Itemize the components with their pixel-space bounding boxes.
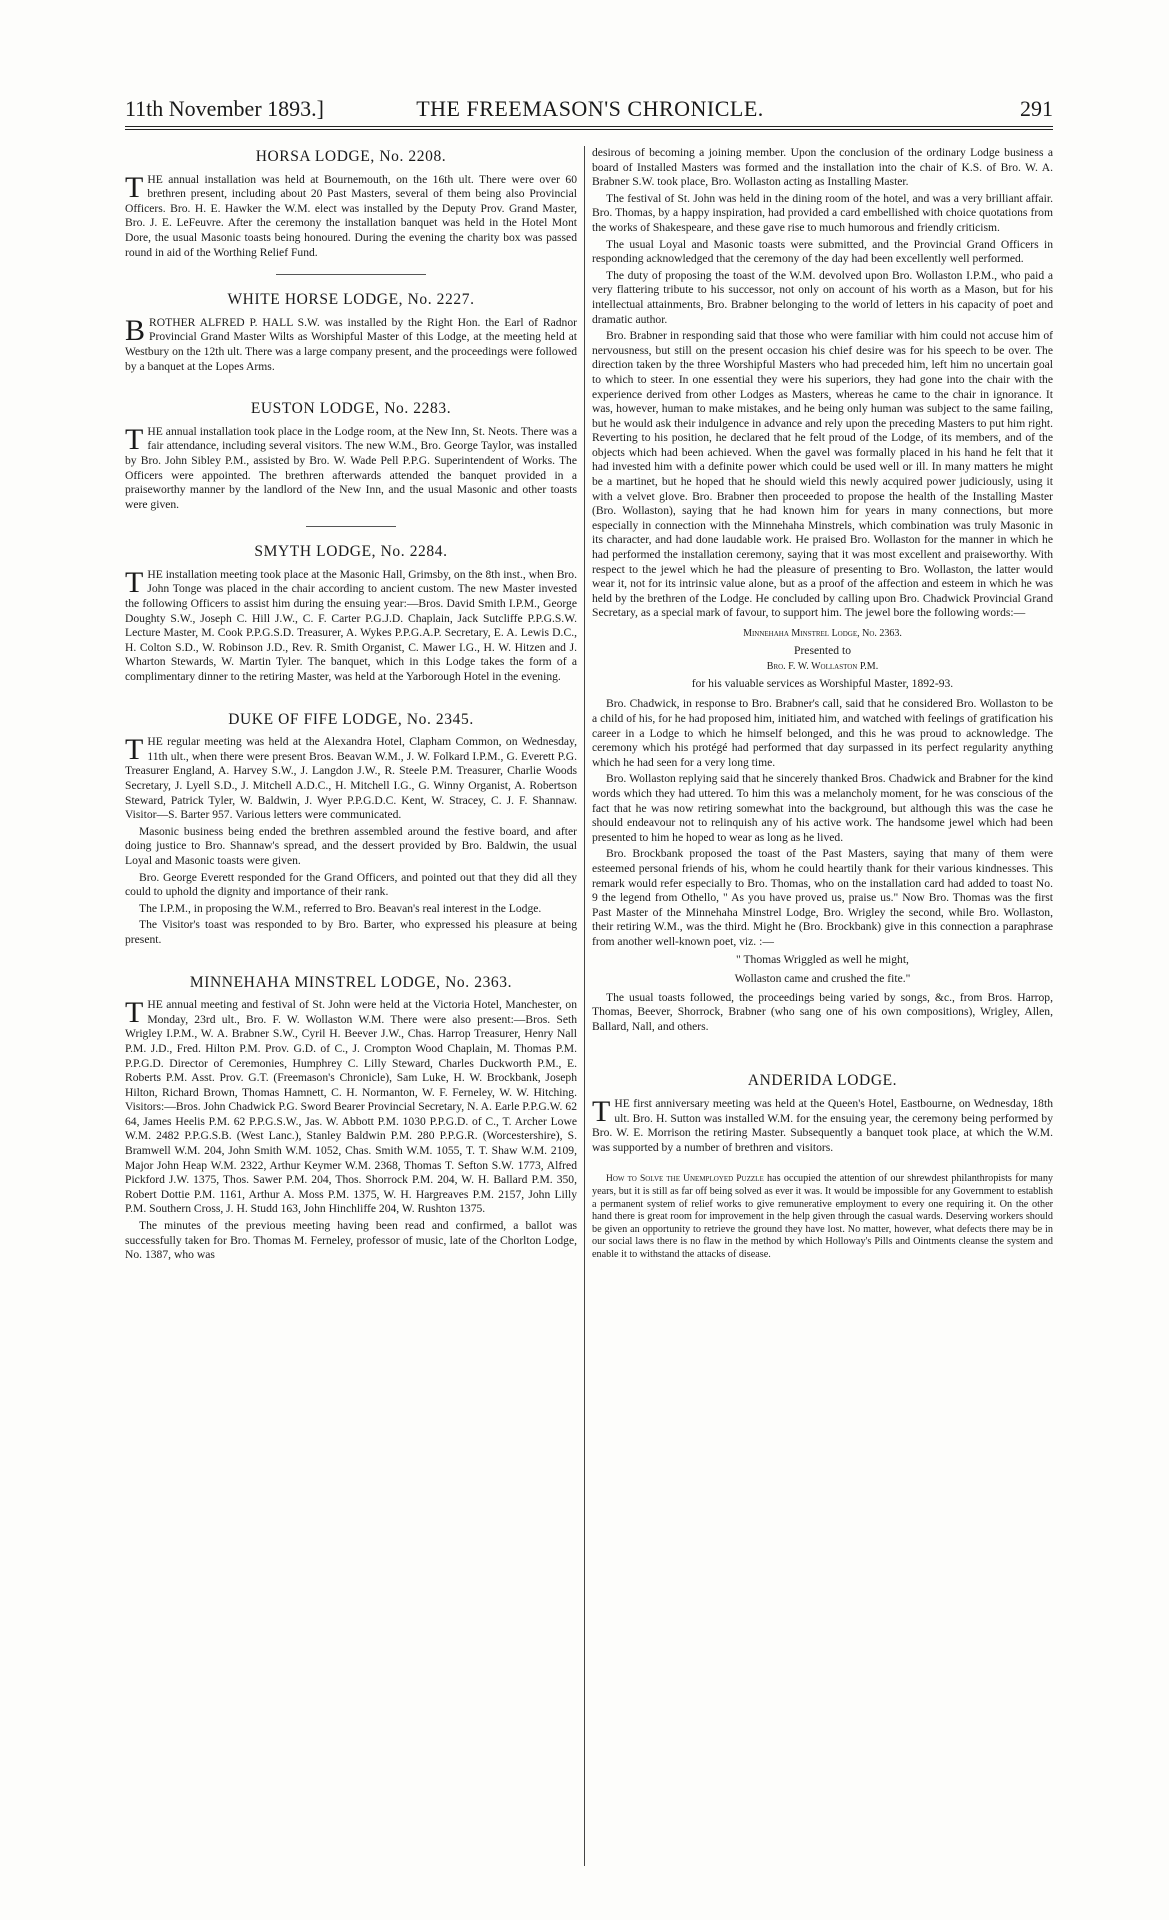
minnehaha-continued-6: Bro. Chadwick, in response to Bro. Brabner's call, said that he considered Bro. Wollaston to be a child of his, for he had proposed him, initiated him, and watched with feelings of gratification his career in a Lodge to which he himself belonged, and this he was proud to acknowledge. The ceremony which his protégé had performed that day surpassed in its perfect regularity anything which he had seen for a very long time.	[592, 697, 1053, 769]
duke-of-fife-text-2: Masonic business being ended the brethren assembled around the festive board, and after doing justice to Bro. Shannaw's spread, and the dessert provided by Bro. Baldwin, the usual Loyal and Masonic toasts were given.	[125, 824, 577, 867]
drop-cap: B	[125, 313, 146, 347]
header-rule-double	[125, 129, 1053, 130]
notice-body: has occupied the attention of our shrewdest philanthropists for many years, but it is still as far off being solved as ever it was. It would be impossible for any Government to establish a permanent system of relief works to give remunerative employment to every one requiring it. On the other hand there is great room for improvement in the help given through the casual wards. Deserving workers should be given an opportunity to retrieve the ground they have lost. No matter, however, what defects there may be in our social laws there is no flaw in the method by which Holloway's Pills and Ointments cleanse the system and enable it to withstand the attacks of disease.	[592, 1173, 1053, 1260]
spacer	[592, 1036, 1053, 1070]
white-horse-lodge-text: BROTHER ALFRED P. HALL S.W. was installed by the Right Hon. the Earl of Radnor Provincial Grand Master Wilts as Worshipful Master of this Lodge, at the meeting held at Westbury on the 12th ult. There was a large company present, and the proceedings were followed by a banquet at the Lopes Arms.	[125, 313, 577, 373]
minnehaha-text-2: The minutes of the previous meeting having been read and confirmed, a ballot was successfully taken for Bro. Thomas M. Ferneley, professor of music, late of the Chorlton Lodge, No. 1387, who was	[125, 1219, 577, 1262]
page-number: 291	[1020, 96, 1053, 121]
drop-cap: T	[125, 996, 144, 1030]
minnehaha-text-1: THE annual meeting and festival of St. John were held at the Victoria Hotel, Manchester, on Monday, 23rd ult., Bro. F. W. Wollaston W.M. There were also present:—Bros. Seth Wrigley I.P.M., W. A. Brabner S.W., Cyril H. Beever J.W., Chas. Harrop Treasurer, Henry Nall P.M. J.D., Fred. Hilton P.M. Prov. G.D. of C., J. Crompton Wood Chaplain, M. Thomas P.M. P.P.G.D. Director of Ceremonies, Humphrey C. Lilly Steward, Charles Duckworth P.M., E. Roberts P.M. Asst. Prov. G.T. (Freemason's Chronicle), Sam Luke, H. W. Brockbank, Joseph Hilton, Richard Brown, Thomas Hamnett, C. H. Normanton, W. F. Ferneley, W. W. Hitching. Visitors:—Bros. John Chadwick P.G. Sword Bearer Provincial Secretary, N. A. Earle P.P.G.W. 62 64, James Heelis P.M. 62 P.P.G.S.W., Jas. W. Abbott P.M. 1030 P.P.G.D. of C., T. Archer Lowe W.M. 2482 P.P.G.S.B. (West Lanc.), Stanley Baldwin P.M. 280 P.P.G.R. (Worcestershire), S. Bramwell W.M. 204, John Smith W.M. 1052, Chas. Smith W.M. 1055, T. T. Shaw W.M. 2109, Major John Heap W.M. 2322, Arthur Keymer W.M. 2368, Thomas T. Sefton S.W. 1773, Alfred Pickford J.W. 1375, Thos. Sawer P.M. 204, Thos. Shorrock P.M. 204, W. H. Ballard P.M. 350, Robert Dottie P.M. 1161, Arthur A. Moss P.M. 1375, W. H. Hargreaves P.M. 2157, John Lilly P.M. Southern Cross, J. H. Studd 163, John Hinchliffe 204, W. Rushton 1375.	[125, 996, 577, 1216]
drop-cap: T	[125, 565, 144, 599]
euston-lodge-text: THE annual installation took place in the Lodge room, at the New Inn, St. Neots. There was a fair attendance, including several visitors. The new W.M., Bro. George Taylor, was installed by Bro. John Sibley P.M., assisted by Bro. W. Wade Pell P.P.G. Superintendent of Works. The Officers were appointed. The brethren afterwards attended the banquet provided in a praiseworthy manner by the landlord of the New Inn, and the usual Masonic and other toasts were given.	[125, 422, 577, 511]
minnehaha-continued-7: Bro. Wollaston replying said that he sincerely thanked Bros. Chadwick and Brabner for the kind words which they had uttered. To him this was a melancholy moment, for he was conscious of the fact that he was now retiring somewhat into the background, but although this was the case he should endeavour not to relinquish any of his active work. The handsome jewel which had been presented to him he hoped to wear as long as he lived.	[592, 772, 1053, 844]
minnehaha-continued-5: Bro. Brabner in responding said that those who were familiar with him could not accuse him of nervousness, but still on the present occasion his chief desire was for his speech to be over. The direction taken by the three Worshipful Masters who had preceded him, left him no uncertain goal to which to steer. In one essential they were his superiors, they had gone into the chair with the experience derived from other Lodges as Masters, whereas he came to the chair in ignorance. It was, however, human to make mistakes, and he being only human was subject to the same failing, but he would ask their indulgence in advance and rely upon the preceding Masters to put him right. Reverting to his position, he declared that he felt proud of the Lodge, of its members, and of the objects which had been achieved. When the gavel was formally placed in his hand he felt that it had invested him with a definite power which could be used well or ill. In many matters he might be a martinet, but he hoped that he should wield this newly acquired power judiciously, using it with a velvet glove. Bro. Brabner then proceeded to propose the health of the Installing Master (Bro. Wollaston), saying that he had known him for years in many connections, but more especially in connection with the Minnehaha Minstrels, which combination was truly Masonic in its character, and had done laudable work. He praised Bro. Wollaston for the manner in which he had performed the installation ceremony, saying that it was most excellent and praiseworthy. With respect to the jewel which he had the pleasure of presenting to Bro. Wollaston, the latter would wear it, not for its intrinsic value alone, but as a proof of the affection and esteem in which he was held by the brethren of the Lodge. He concluded by calling upon Bro. Chadwick Provincial Grand Secretary, as a special mark of favour, to support him. The jewel bore the following words:—	[592, 329, 1053, 620]
section-divider	[276, 274, 426, 275]
white-horse-lodge-heading: WHITE HORSE LODGE, No. 2227.	[227, 291, 475, 309]
spacer	[125, 950, 577, 972]
inscription-recipient: Bro. F. W. Wollaston P.M.	[766, 661, 879, 673]
inscription-lodge: Minnehaha Minstrel Lodge, No. 2363.	[743, 628, 902, 639]
minnehaha-continued-9: The usual toasts followed, the proceedings being varied by songs, &c., from Bros. Harrop, Thomas, Beever, Shorrock, Brabner (who sang one of his own compositions), Wrigley, Allen, Ballard, Nall, and others.	[592, 990, 1053, 1033]
right-column	[592, 146, 1053, 1866]
smyth-lodge-text: THE installation meeting took place at the Masonic Hall, Grimsby, on the 8th inst., when Bro. John Tonge was placed in the chair according to ancient custom. The new Master invested the following Officers to assist him during the ensuing year:—Bros. David Smith I.P.M., George Doughty S.W., Joseph C. Hill J.W., C. F. Carter P.G.J.D. Chaplain, Jack Sutcliffe P.P.G.S.W. Lecture Master, M. Cook P.P.G.S.D. Treasurer, A. Wykes P.P.G.A.P. Secretary, E. A. Lewis D.C., H. Colton S.D., W. Robinson J.D., Rev. R. Smith Organist, C. Mawer I.G., H. W. Hitzen and J. Wharton Stewards, W. Martin Tyler. The banquet, which in this Lodge takes the form of a complimentary dinner to the retiring Master, was held at the Yarborough Hotel in the evening.	[125, 565, 577, 684]
minnehaha-continued-1: desirous of becoming a joining member. Upon the conclusion of the ordinary Lodge business a board of Installed Masters was formed and the installation into the chair of K.S. of Bro. W. A. Brabner S.W. took place, Bro. Wollaston acting as Installing Master.	[592, 146, 1053, 189]
section-divider	[306, 526, 396, 527]
duke-of-fife-text-1: THE regular meeting was held at the Alexandra Hotel, Clapham Common, on Wednesday, 11th ult., when there were present Bros. Beavan W.M., J. W. Folkard I.P.M., G. Everett P.G. Treasurer England, A. Harvey S.W., J. Langdon J.W., R. Steele P.M. Treasurer, Charlie Woods Secretary, J. Lyell S.D., J. Mitchell A.D.C., H. Mitchell I.G., G. Winny Organist, A. Robertson Steward, Patrick Tyler, W. Baldwin, J. Wyer P.P.G.D.C. Kent, W. Stracey, C. J. F. Shannaw. Visitor—S. Barter 957. Various letters were communicated.	[125, 733, 577, 822]
masthead	[125, 96, 1053, 126]
euston-lodge-heading: EUSTON LODGE, No. 2283.	[250, 400, 452, 418]
column-divider	[584, 146, 585, 1866]
minnehaha-continued-2: The festival of St. John was held in the dining room of the hotel, and was a very brilliant affair. Bro. Thomas, by a happy inspiration, had provided a card embellished with choice quotations from the works of Shakespeare, and these gave rise to much humorous and friendly criticism.	[592, 191, 1053, 234]
spacer	[125, 687, 577, 709]
duke-of-fife-lodge-heading: DUKE OF FIFE LODGE, No. 2345.	[228, 710, 474, 728]
duke-of-fife-text-5: The Visitor's toast was responded to by Bro. Barter, who expressed his pleasure at being present.	[125, 918, 577, 946]
duke-of-fife-text-4: The I.P.M., in proposing the W.M., referred to Bro. Beavan's real interest in the Lodge.	[139, 901, 542, 915]
issue-date: 11th November 1893.]	[125, 96, 324, 121]
anderida-lodge-text: THE first anniversary meeting was held at the Queen's Hotel, Eastbourne, on Wednesday, 18th ult. Bro. H. Sutton was installed W.M. for the ensuing year, the ceremony being performed by Bro. W. E. Morrison the retiring Master. Subsequently a banquet took place, at which the W.M. was supported by a number of brethren and visitors.	[592, 1095, 1053, 1154]
minnehaha-continued-3: The usual Loyal and Masonic toasts were submitted, and the Provincial Grand Officers in responding acknowledged that the ceremony of the day had been excellently well performed.	[592, 237, 1053, 266]
minnehaha-lodge-heading: MINNEHAHA MINSTREL LODGE, No. 2363.	[189, 973, 513, 991]
jewel-inscription	[592, 627, 1053, 691]
smyth-lodge-heading: SMYTH LODGE, No. 2284.	[254, 543, 448, 561]
drop-cap: T	[125, 170, 144, 204]
horsa-lodge-heading: HORSA LODGE, No. 2208.	[255, 148, 447, 165]
minnehaha-continued-4: The duty of proposing the toast of the W.M. devolved upon Bro. Wollaston I.P.M., who paid a very flattering tribute to his successor, not only on account of his worth as a Mason, but for his intellectual attainments, Bro. Brabner belonging to the world of letters in his capacity of poet and dramatic author.	[592, 268, 1053, 326]
drop-cap: T	[592, 1095, 611, 1129]
minnehaha-continued-8: Bro. Brockbank proposed the toast of the Past Masters, saying that many of them were esteemed personal friends of his, whom he could heartily thank for their various kindnesses. This remark would refer especially to Bro. Thomas, who on the installation card had added to toast No. 9 the legend from Othello, " As you have proved us, praise us." Now Bro. Thomas was the first Past Master of the Minnehaha Minstrel Lodge, Bro. Wrigley the second, while Bro. Wollaston, their retiring W.M., was the third. Might he (Bro. Brockbank) give in this connection a paraphrase from another well-known poet, viz. :—	[592, 847, 1053, 948]
verse-line-2: Wollaston came and crushed the fite."	[734, 972, 911, 986]
inscription-presented: Presented to	[794, 643, 851, 657]
duke-of-fife-text-3: Bro. George Everett responded for the Grand Officers, and pointed out that they did all they could to uphold the dignity and importance of their rank.	[125, 870, 577, 899]
left-column	[125, 146, 577, 1866]
publication-title: THE FREEMASON'S CHRONICLE.	[416, 96, 764, 121]
holloway-advertisement	[592, 1173, 1053, 1261]
horsa-lodge-text: THE annual installation was held at Bournemouth, on the 16th ult. There were over 60 brethren present, including about 20 Past Masters, several of them being also Provincial Officers. Bro. H. E. Hawker the W.M. elect was installed by the Deputy Prov. Grand Master, Bro. J. E. LeFeuvre. After the ceremony the installation banquet was held in the Hotel Mont Dore, the usual Masonic toasts being honoured. During the evening the charity box was passed round in aid of the Worthing Relief Fund.	[125, 170, 577, 259]
anderida-lodge-heading: ANDERIDA LODGE.	[747, 1072, 898, 1090]
drop-cap: T	[125, 422, 144, 456]
inscription-services: for his valuable services as Worshipful Master, 1892-93.	[691, 676, 954, 690]
header-rule	[125, 126, 1053, 127]
notice-lead: How to Solve the Unemployed Puzzle	[606, 1174, 764, 1185]
spacer	[125, 376, 577, 398]
drop-cap: T	[125, 733, 144, 767]
verse-line-1: " Thomas Wriggled as well he might,	[736, 953, 909, 967]
